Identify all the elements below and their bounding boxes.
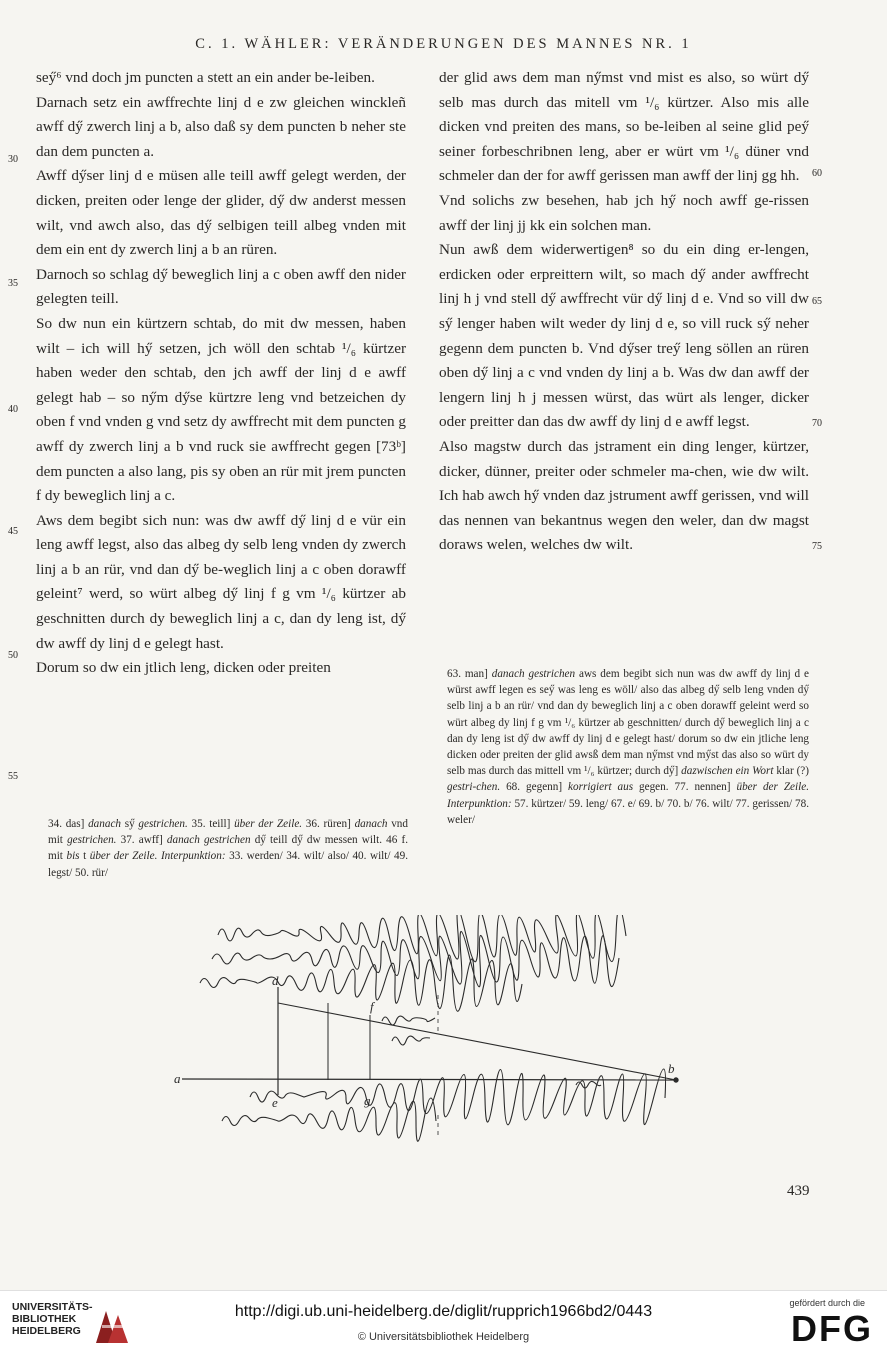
right-paragraph-2: Vnd solichs zw besehen, hab jch hy̋ noch awff ge-rissen awff der linj jj kk ein solchen man. xyxy=(439,191,809,234)
sponsor-label: gefördert durch die xyxy=(789,1298,865,1308)
line-number-70: 70 xyxy=(812,418,822,429)
right-paragraph-3: Nun awß dem widerwertigen⁸ so du ein ding er-lengen, erdicken oder erpreittern wilt, so mach dy̋ ander awffrecht linj h j vnd stell dy̋ awffrecht vür dy̋ linj d e. Vnd so vill dw sy̋ lenger haben wilt weder dy linj d e, so vill ruck sy̋ neher gegenn dem puncten b. Vnd dy̋ser trey̋ leng söllen an rüren oben dy̋ linj a c vnd vnden dy linj a b. Was dw dan awff der lengern linj h j messen würst, das würt als lenger, dicker oder preitter dan das dw awff dy linj d e awff legst. xyxy=(439,241,809,431)
institution-line: UNIVERSITÄTS- xyxy=(12,1301,93,1313)
note-text: t xyxy=(79,850,90,863)
label-a: a xyxy=(174,1071,181,1086)
note-italic: dazwischen ein Wort xyxy=(681,765,774,778)
point-b-dot xyxy=(674,1078,678,1082)
line-number-50: 50 xyxy=(8,650,18,661)
left-paragraph-5: So dw nun ein kürtzern schtab, do mit dw messen, haben wilt – ich will hy̋ setzen, jch wöll den schtab ¹/₆ kürtzer haben weder den schtab, den jch awff der linj d e awff gelegt hab – so ny̋m dy̋se kürtzre leng vnd betzeichen dy oben f vnd vnden g vnd setz dy awffrecht mit dem puncten g awff dy zwerch linj a b vnd ruck sie awffrecht gegen [73ᵇ] dem puncten a also lang, pis sy oben an rür mit jrem puncten f dy beweglich linj a c. xyxy=(36,314,406,505)
line-number-35: 35 xyxy=(8,278,18,289)
note-italic: gestrichen. xyxy=(67,834,117,847)
label-b: b xyxy=(668,1061,675,1076)
note-text: 34. das] xyxy=(48,818,89,830)
right-column xyxy=(439,66,809,558)
left-paragraph-7: Dorum so dw ein jtlich leng, dicken oder preiten xyxy=(36,659,331,677)
line-number-75: 75 xyxy=(812,541,822,552)
construction-lines xyxy=(182,987,678,1137)
left-notes xyxy=(48,816,408,881)
institution-line: BIBLIOTHEK xyxy=(12,1313,77,1325)
line-number-60: 60 xyxy=(812,168,822,179)
note-text: 33. werden/ 34. wilt/ also/ 40. wilt/ 49. legst/ 50. rür/ xyxy=(48,850,409,879)
line-number-65: 65 xyxy=(812,296,822,307)
note-text: 68. gegenn] xyxy=(500,781,569,794)
left-paragraph-2: Darnach setz ein awffrechte linj d e zw gleichen winckleñ awff dy̋ zwerch linj a b, also daß sy dem puncten b neher ste dan dem puncten a. xyxy=(36,93,406,160)
note-text: 63. man] xyxy=(447,668,492,680)
note-italic: bis xyxy=(66,850,80,863)
label-e: e xyxy=(272,1095,278,1110)
left-paragraph-6: Aws dem begibt sich nun: was dw awff dy̋ linj d e vür ein leng awff legst, also das albeg dy selb leng vnden dy zwerch linj a b an rür, vnd dan dy̋ be-weglich linj a c oben dorawff geleint⁷ werd, so würt albeg dy̋ linj f g vm ¹/₆ kürtzer ab geschnitten durch dy beweglich linj a c, dan dy leng ist, dy̋ dw awff dy linj d e gelegt hast. xyxy=(36,511,406,652)
line-number-45: 45 xyxy=(8,526,18,537)
note-text: aws dem begibt sich nun was dw awff dy linj d e würst awff legen es sey̋ was leng es wöll/ also das albeg dy̋ selb leng vnden dy̋ selb linj a b an rür/ vnd dan dy beweglich linj a c oben dorawff geleint werd so würt albeg dy linj f g vm ¹/₆ kürtzer ab geschnitten/ durch dy̋ beweglich linj a c dan dy leng ist dy̋ dw awff dy linj d e gelegt hast/ dorum so dw ein jtliche leng dicken oder preiten der glid awsß dem man ny̋mst vnd my̋st das also so würt dy selb mas durch das mittell vm ¹/₆ kürtzer; durch dy̋] xyxy=(447,668,809,778)
line-number-30: 30 xyxy=(8,154,18,165)
dfg-logo: DFG xyxy=(791,1308,873,1349)
note-italic: danach gestrichen xyxy=(166,834,251,847)
running-head: C. 1. WÄHLER: VERÄNDERUNGEN DES MANNES NR. 1 xyxy=(195,36,692,52)
institution-line: HEIDELBERG xyxy=(12,1325,81,1337)
point-labels xyxy=(174,973,675,1110)
note-italic: über der Zeile. xyxy=(234,818,303,830)
note-italic: gestrichen. xyxy=(138,818,188,830)
note-italic: danach gestrichen xyxy=(491,668,576,680)
line-number-55: 55 xyxy=(8,771,18,782)
page-number: 439 xyxy=(787,1183,810,1199)
note-text: dy̋ teill dy̋ dw messen wilt. 46 f. mit xyxy=(48,834,408,863)
copyright-notice: © Universitätsbibliothek Heidelberg xyxy=(357,1331,530,1343)
digitization-footer xyxy=(0,1290,887,1355)
left-column xyxy=(36,66,406,681)
manuscript-figure xyxy=(160,915,720,1160)
left-paragraph-4: Darnoch so schlag dy̋ beweglich linj a c oben awff den nider gelegten teill. xyxy=(36,265,406,308)
note-text: sy̋ xyxy=(121,818,139,830)
note-text: 57. kürtzer/ 59. leng/ 67. e/ 69. b/ 70. b/ 76. wilt/ 77. gerissen/ 78. weler/ xyxy=(447,797,809,826)
right-paragraph-4: Also magstw durch das jstrament ein ding lenger, kürtzer, dicker, dünner, preiter oder schmeler ma-chen, wie dw wilt. Ich hab awch hy̋ vnden daz jstrument awff gerissen, vnd will das nennen van bekantnus wegen den weler, dan dw magst doraws welen, welches dw wilt. xyxy=(439,437,809,554)
label-d: d xyxy=(272,973,279,988)
note-italic: danach xyxy=(88,818,121,830)
label-g: g xyxy=(364,1093,371,1108)
note-text: 36. rüren] xyxy=(302,818,355,830)
diagonal-line-ac xyxy=(278,1003,676,1080)
note-italic: über der Zeile. xyxy=(736,781,809,794)
right-notes xyxy=(447,666,809,828)
horizontal-line-ab xyxy=(182,1079,676,1080)
note-italic: gestri-chen. xyxy=(447,781,501,794)
right-paragraph-1: der glid aws dem man ny̋mst vnd mist es also, so würt dy̋ selb mas durch das mitell vm ¹/₆ kürtzer. Also mis alle dicken vnd preiten des mans, so be-leiben al seine glid pey̋ seiner forbeschribnen leng, aber er würt vm ¹/₆ düner vnd schmeler dan der for awff gerissen man awff der linj gg hh. xyxy=(439,69,809,185)
line-number-40: 40 xyxy=(8,404,18,415)
note-text: klar (?) xyxy=(773,765,809,778)
handwriting-scribbles xyxy=(200,915,666,1141)
left-paragraph-3: Awff dy̋ser linj d e müsen alle teill awff gelegt werden, der dicken, preiten oder lenge der glider, dy̋ dw anderst messen wilt, vnd awch also, das dy̋ selbigen teill albeg vnden mit dem ein ent dy zwerch linj a b an rüren. xyxy=(36,167,406,259)
label-f: f xyxy=(370,999,374,1014)
note-text: vnd mit xyxy=(48,818,408,847)
note-italic: Interpunktion: xyxy=(447,797,512,810)
note-italic: danach xyxy=(354,818,388,830)
note-italic: über der Zeile. xyxy=(89,850,158,863)
source-url[interactable]: http://digi.ub.uni-heidelberg.de/diglit/rupprich1966bd2/0443 xyxy=(234,1303,653,1320)
note-italic: Interpunktion: xyxy=(160,850,226,863)
note-text: 35. teill] xyxy=(187,818,235,830)
note-text: 37. awff] xyxy=(116,834,167,847)
left-paragraph-1: sey̋⁶ vnd doch jm puncten a stett an ein ander be-leiben. xyxy=(36,69,375,86)
note-text: gegen. 77. nennen] xyxy=(633,781,737,794)
note-italic: korrigiert aus xyxy=(568,781,634,794)
